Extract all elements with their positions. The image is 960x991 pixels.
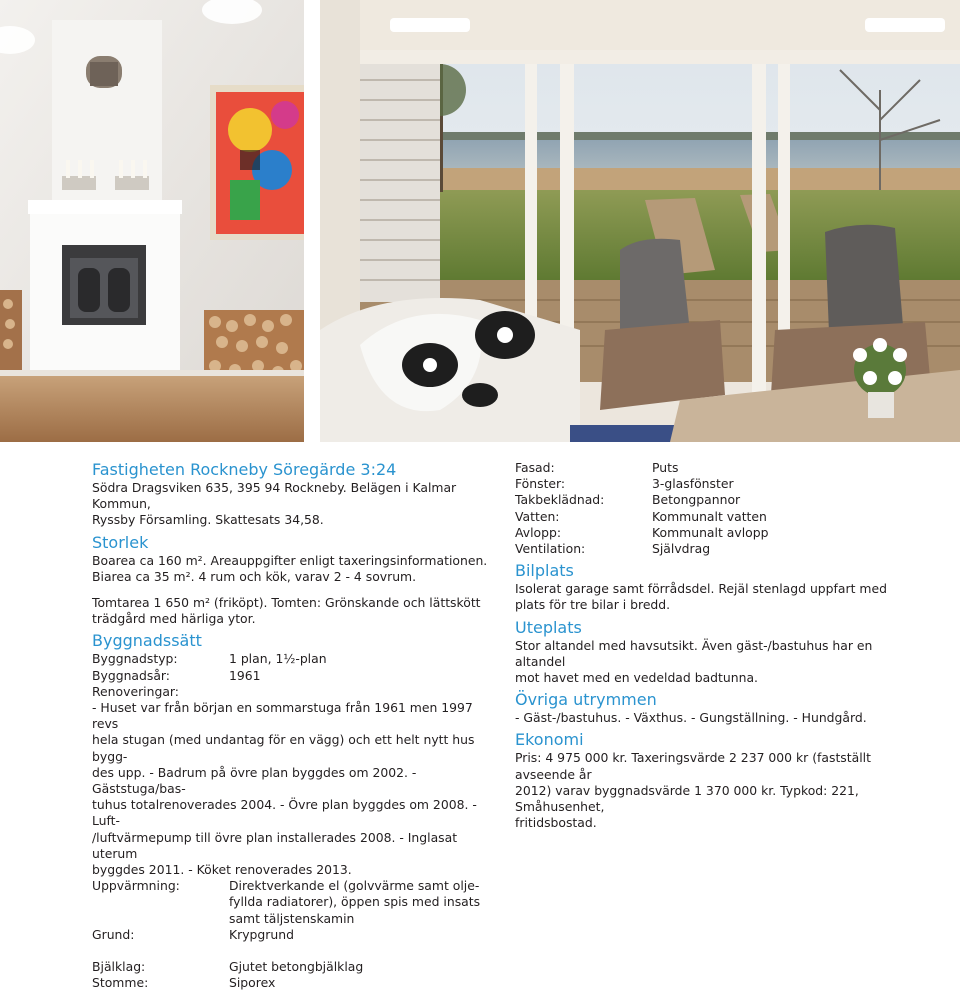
ovriga-line: - Gäst-/bastuhus. - Växthus. - Gungställning. - Hundgård. (515, 710, 867, 726)
right-text-column (515, 460, 915, 831)
storlek-line: Biarea ca 35 m². 4 rum och kök, varav 2 - 4 sovrum. (92, 568, 417, 584)
ekonomi-line: Pris: 4 975 000 kr. Taxeringsvärde 2 237 000 kr (fastställt avseende år (515, 750, 871, 782)
spec-label: Avlopp: (515, 524, 562, 540)
byggnadssatt-heading: Byggnadssätt (92, 631, 202, 651)
grund-row (92, 927, 496, 943)
renoveringar-line: des upp. - Badrum på övre plan byggdes om 2002. - Gäststuga/bas- (92, 764, 417, 797)
stomme-value: Siporex (229, 975, 276, 991)
bjalklag-row (92, 959, 496, 975)
spec-value: Kommunalt avlopp (652, 524, 769, 540)
bilplats-heading: Bilplats (515, 561, 574, 581)
uteplats-line: Stor altandel med havsutsikt. Även gäst-/bastuhus har en altandel (515, 637, 873, 669)
left-text-column (92, 460, 496, 991)
spec-label: Fönster: (515, 476, 566, 492)
ekonomi-heading: Ekonomi (515, 730, 584, 750)
uppvarmning-line: samt täljstenskamin (229, 910, 355, 926)
byggnadsar-value: 1961 (229, 667, 261, 683)
photo-sea-view-deck (320, 0, 960, 442)
uppvarmning-value (229, 878, 496, 927)
byggnadsar-label: Byggnadsår: (92, 667, 170, 683)
spec-row (515, 525, 915, 541)
spec-label: Vatten: (515, 508, 560, 524)
byggnadsar-row (92, 668, 496, 684)
ekonomi-line: 2012) varav byggnadsvärde 1 370 000 kr. Typkod: 221, Småhusenhet, (515, 782, 859, 815)
spec-label: Takbeklädnad: (515, 492, 605, 508)
renoveringar-line: hela stugan (med undantag för en vägg) och ett helt nytt hus bygg- (92, 732, 475, 764)
renoveringar-line: - Huset var från början en sommarstuga från 1961 men 1997 revs (92, 700, 473, 732)
bilplats-line: Isolerat garage samt förrådsdel. Rejäl stenlagd uppfart med (515, 581, 887, 597)
spec-row (515, 509, 915, 525)
spec-value: 3-glasfönster (652, 476, 734, 492)
address-line: Ryssby Församling. Skattesats 34,58. (92, 512, 324, 528)
spec-row (515, 492, 915, 508)
uppvarmning-line: fyllda radiatorer), öppen spis med insats (229, 894, 481, 910)
stomme-row (92, 975, 496, 991)
sea-view-image (320, 0, 960, 442)
renoveringar-label: Renoveringar: (92, 683, 179, 699)
grund-label: Grund: (92, 926, 135, 942)
uppvarmning-row (92, 878, 496, 927)
renoveringar-line: byggdes 2011. - Köket renoverades 2013. (92, 862, 352, 878)
bjalklag-value: Gjutet betongbjälklag (229, 959, 364, 975)
uppvarmning-line: Direktverkande el (golvvärme samt olje- (229, 878, 480, 894)
storlek-heading: Storlek (92, 532, 149, 552)
grund-value: Krypgrund (229, 926, 294, 942)
fireplace-room-image (0, 0, 304, 442)
ekonomi-line: fritidsbostad. (515, 815, 597, 831)
storlek-line: Boarea ca 160 m². Areauppgifter enligt taxeringsinformationen. (92, 552, 488, 568)
address-line: Södra Dragsviken 635, 395 94 Rockneby. Belägen i Kalmar Kommun, (92, 480, 457, 512)
uteplats-heading: Uteplats (515, 617, 582, 637)
spec-row (515, 541, 915, 557)
spec-value: Puts (652, 460, 679, 475)
spec-row (515, 476, 915, 492)
stomme-label: Stomme: (92, 975, 149, 991)
spec-value: Betongpannor (652, 492, 741, 508)
renoveringar-line: /luftvärmepump till övre plan installerades 2008. - Inglasat uterum (92, 829, 458, 861)
tomt-line: trädgård med härliga ytor. (92, 611, 256, 627)
uppvarmning-label: Uppvärmning: (92, 878, 180, 894)
bilplats-line: plats för tre bilar i bredd. (515, 597, 671, 613)
renoveringar-line: tuhus totalrenoverades 2004. - Övre plan byggdes om 2008. - Luft- (92, 797, 477, 829)
spec-value: Kommunalt vatten (652, 508, 767, 524)
byggnadstyp-row (92, 651, 496, 667)
tomt-line: Tomtarea 1 650 m² (friköpt). Tomten: Grönskande och lättskött (92, 595, 481, 611)
uteplats-line: mot havet med en vedeldad badtunna. (515, 670, 758, 686)
property-title: Fastigheten Rockneby Söregärde 3:24 (92, 460, 397, 479)
bjalklag-label: Bjälklag: (92, 959, 146, 975)
byggnadstyp-value: 1 plan, 1½-plan (229, 651, 327, 667)
spec-label: Fasad: (515, 460, 555, 475)
ovriga-heading: Övriga utrymmen (515, 690, 657, 710)
spec-label: Ventilation: (515, 541, 586, 557)
spec-value: Självdrag (652, 541, 711, 557)
photo-fireplace-room (0, 0, 304, 442)
byggnadstyp-label: Byggnadstyp: (92, 651, 178, 667)
spec-row (515, 460, 915, 476)
